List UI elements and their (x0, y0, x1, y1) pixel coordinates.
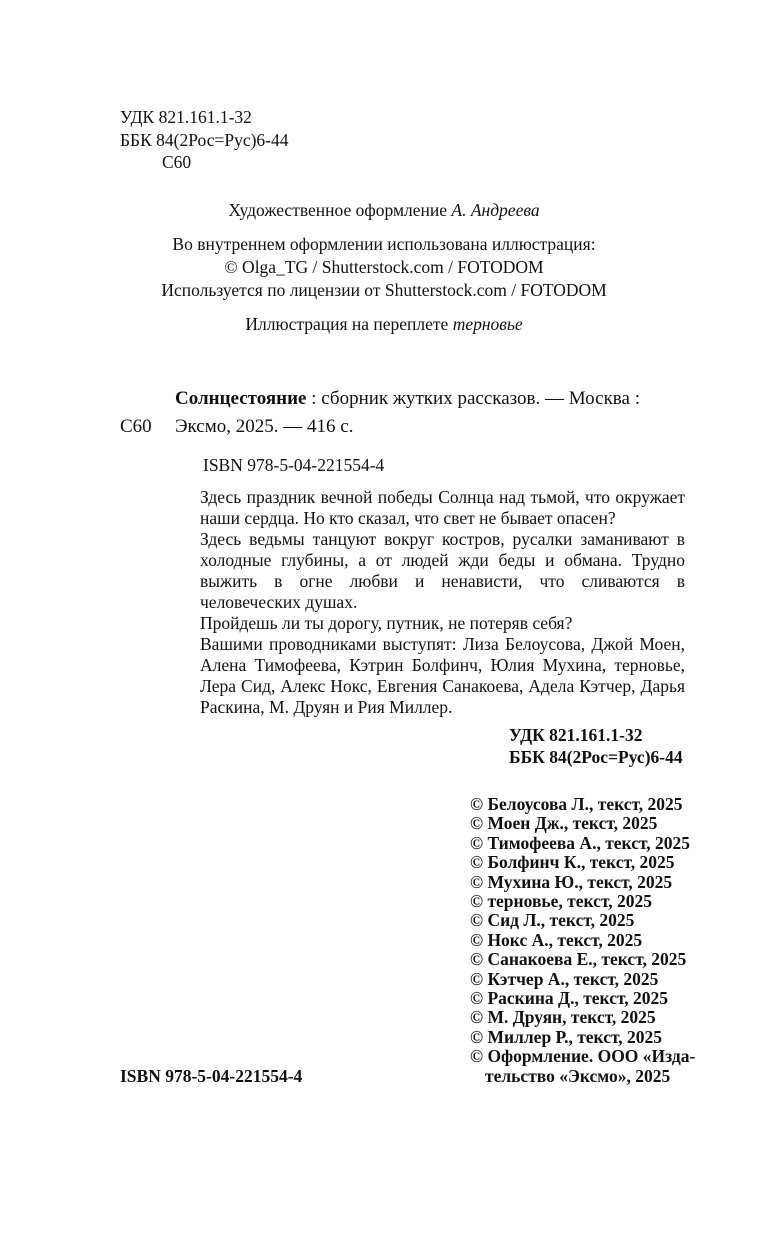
copyright-line: © Белоусова Л., текст, 2025 (470, 794, 683, 814)
copyright-line: © Моен Дж., текст, 2025 (470, 813, 658, 834)
copyright-line: © Мухина Ю., текст, 2025 (470, 871, 673, 892)
copyright-line: © Кэтчер А., текст, 2025 (470, 968, 659, 989)
bbk-code: ББК 84(2Рос=Рус)6-44 (120, 129, 289, 150)
design-prefix: Художественное оформление (228, 200, 448, 220)
copyright-list (470, 795, 695, 1086)
copyright-line: © Сид Л., текст, 2025 (470, 910, 635, 931)
isbn-line: ISBN 978-5-04-221554-4 (203, 455, 385, 475)
illustration-line-2: © Olga_TG / Shutterstock.com / FOTODOM (224, 257, 544, 277)
footer-isbn: ISBN 978-5-04-221554-4 (120, 1066, 303, 1086)
udk-code-right: УДК 821.161.1-32 (509, 725, 643, 745)
publisher-line: Эксмо, 2025. — 416 с. (175, 416, 354, 437)
udk-header (120, 106, 289, 174)
bibliographic-mark: С60 (120, 416, 152, 437)
copyright-line: © Нокс А., текст, 2025 (470, 929, 643, 950)
copyright-line: © терновье, текст, 2025 (470, 891, 652, 912)
copyright-line: © М. Друян, текст, 2025 (470, 1007, 656, 1028)
design-credit (0, 200, 768, 221)
bbk-code-right: ББК 84(2Рос=Рус)6-44 (509, 747, 683, 767)
annotation-paragraph: Вашими проводниками выступят: Лиза Белоусова, Джой Моен, Алена Тимофеева, Кэтрин Болфинч, Юлия Мухина, терновье, Лера Сид, Алекс Нокс, Евгения Санакоева, Адела Кэтчер, Дарья Раскина, М. Друян и Рия Миллер. (200, 634, 685, 717)
design-name: А. Андреева (451, 200, 540, 220)
udk-code: УДК 821.161.1-32 (120, 107, 252, 127)
classification-right (509, 724, 683, 768)
copyright-line: © Болфинч К., текст, 2025 (470, 852, 675, 873)
cover-prefix: Иллюстрация на переплете (245, 314, 449, 334)
copyright-line: тельство «Эксмо», 2025 (485, 1065, 671, 1086)
bibliographic-title-line (175, 388, 640, 410)
annotation-paragraph: Пройдешь ли ты дорогу, путник, не потеряв себя? (200, 613, 573, 633)
copyright-line: © Оформление. ООО «Изда- (470, 1046, 696, 1067)
annotation-paragraph: Здесь праздник вечной победы Солнца над тьмой, что окружает наши сердца. Но кто сказал, что свет не бывает опасен? (200, 487, 685, 528)
copyright-line: © Миллер Р., текст, 2025 (470, 1026, 662, 1047)
illustration-line-1: Во внутреннем оформлении использована иллюстрация: (172, 234, 596, 254)
cover-name: терновье (452, 314, 523, 334)
annotation (200, 487, 685, 718)
book-title-rest: : сборник жутких рассказов. — Москва : (306, 388, 640, 409)
copyright-line: © Санакоева Е., текст, 2025 (470, 949, 687, 970)
annotation-paragraph: Здесь ведьмы танцуют вокруг костров, русалки заманивают в холодные глубины, а от людей жди беды и обмана. Трудно выжить в огне любви и ненависти, что сливаются в человеческих душах. (200, 529, 685, 612)
copyright-line: © Тимофеева А., текст, 2025 (470, 832, 690, 853)
illustration-credit (0, 233, 768, 302)
book-title: Солнцестояние (175, 388, 307, 409)
copyright-line: © Раскина Д., текст, 2025 (470, 988, 669, 1009)
cover-credit (0, 314, 768, 335)
illustration-line-3: Используется по лицензии от Shutterstock.com / FOTODOM (161, 280, 607, 300)
author-mark: С60 (162, 152, 192, 172)
